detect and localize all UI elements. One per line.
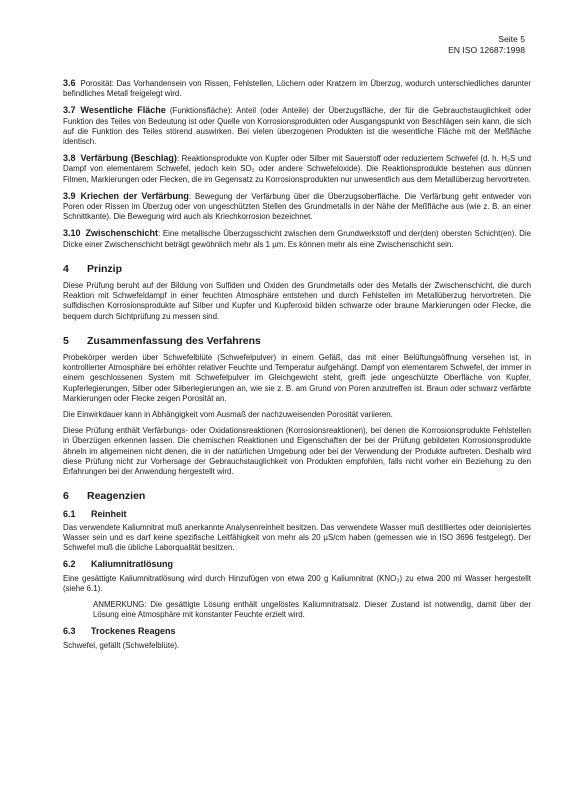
subsection-number: 6.1 — [63, 508, 76, 519]
definition-3-9 — [63, 191, 531, 223]
section-title: Reagenzien — [87, 490, 146, 503]
definition-text: : Reaktionsprodukte von Kupfer oder Silber mit Sauerstoff oder reduziertem Schwefel (d. h. H₂S und Dampf von elementarem Schwefel, jedoch kein SO₂ oder andere Schwefeloxide). Die Reaktionsprodukte bestehen aus dünnen Filmen, Markierungen oder Flecken, die im Gegensatz zu Korrosionsprodukten nur unwesentlich aus dem Metallüberzug hervortreten. — [63, 154, 531, 184]
clause-number: 3.10 — [63, 228, 81, 239]
subsection-6-3-text: Schwefel, gefällt (Schwefelblüte). — [63, 640, 180, 650]
section-5-paragraph-2: Die Einwirkdauer kann in Abhängigkeit vom Ausmaß der nachzuweisenden Porosität variieren. — [63, 410, 393, 420]
section-title: Zusammenfassung des Verfahrens — [87, 334, 261, 347]
section-number: 6 — [63, 490, 69, 503]
section-4-text: Diese Prüfung beruht auf der Bildung von Sulfiden und Oxiden des Grundmetalls oder des Metalls der Zwischenschicht, die durch Reaktion mit Schwefeldampf in einer feuchten Atmosphäre entstehen und durch Fehlstellen im Metallüberzug hervortreten. Die sulfidischen Korrosionsprodukte auf Silber und Kupfer und Kupferoxid bilden schwarze oder braune Markierungen oder Flecke, die bequem durch Sichtprüfung zu messen sind. — [63, 281, 531, 321]
section-5-paragraph-1: Probekörper werden über Schwefelblüte (Schwefelpulver) in einem Gefäß, das mit einer Belüftungsöffnung versehen ist, in kontrollierter Atmosphäre bei erhöhter relativer Feuchte und Temperatur aufgehängt. Dampf von elementarem Schwefel, der immer in einem geschlossenen System mit Schwefelpulver im Gleichgewicht steht, greift jede ungeschützte Oberfläche von Kupfer, Kupferlegierungen, Silber oder Silberlegierungen an, wie sie z. B. am Grund von Poren anzutreffen ist. Braun oder schwarz verfärbte Markierungen oder Flecke zeigen Porosität an. — [63, 353, 531, 403]
page-number: Seite 5 — [498, 34, 525, 44]
note: ANMERKUNG: Die gesättigte Lösung enthält ungelöstes Kaliumnitratsalz. Dieser Zustand ist notwendig, damit über der Lösung eine Atmosphäre mit konstanter Feuchte erzielt wird. — [93, 599, 531, 620]
section-heading-5 — [63, 336, 531, 346]
page-header — [448, 34, 525, 56]
section-5-paragraph-3: Diese Prüfung enthält Verfärbungs- oder Oxidationsreaktionen (Korrosionsreaktionen), bei denen die Korrosionsprodukte Fehlstellen in Überzügen erkennen lassen. Die chemischen Reaktionen und Eigenschaften der bei der Prüfung gebildeten Korrosionsprodukte ähneln im allgemeinen nicht denen, die in der natürlichen Umgebung oder bei der Verwendung der Produkte auftreten. Deshalb wird diese Prüfung nicht zur Vorhersage der Gebrauchstauglichkeit von Produkten empfohlen, falls nicht vorher ein Beziehung zu den Erfahrungen bei der Anwendung hergestellt wird. — [63, 426, 531, 477]
section-title: Prinzip — [87, 262, 123, 275]
clause-number: 3.6 — [63, 78, 76, 88]
subsection-title: Kaliumnitratlösung — [91, 559, 174, 570]
standard-number: EN ISO 12687:1998 — [448, 45, 525, 55]
subsection-title: Reinheit — [91, 508, 127, 519]
definition-3-10 — [63, 228, 531, 249]
section-number: 4 — [63, 262, 69, 275]
document-body — [63, 78, 531, 657]
defined-term: Verfärbung (Beschlag) — [80, 153, 177, 164]
subsection-6-2-text: Eine gesättigte Kaliumnitratlösung wird durch Hinzufügen von etwa 200 g Kaliumnitrat (KNO₃) zu etwa 200 ml Wasser hergestellt (siehe 6.1). — [63, 573, 531, 593]
subsection-heading-6-3 — [63, 626, 531, 636]
definition-3-7 — [63, 105, 531, 147]
definition-3-6 — [63, 78, 531, 99]
defined-term: Zwischenschicht — [85, 228, 159, 239]
definition-3-8 — [63, 153, 531, 185]
subsection-heading-6-1 — [63, 509, 531, 519]
subsection-title: Trockenes Reagens — [91, 626, 176, 637]
defined-term: Kriechen der Verfärbung — [80, 190, 189, 201]
definition-text: Porosität: Das Vorhandensein von Rissen, Fehlstellen, Löchern oder Kratzern im Überzug, wodurch unterschiedliches darunter befindliches Metall freigelegt wird. — [63, 79, 531, 99]
defined-term: Wesentliche Fläche — [80, 105, 166, 116]
subsection-6-1-text: Das verwendete Kaliumnitrat muß anerkannte Analysenreinheit besitzen. Das verwendete Wasser muß destilliertes oder deionisiertes Wasser sein und es darf keine spezifische Leitfähigkeit von mehr als 20 µS/cm haben (gemessen wie in ISO 3696 festgelegt). Der Schwefel muß die übliche Laborqualität besitzen. — [63, 522, 531, 553]
clause-number: 3.7 — [63, 105, 76, 116]
clause-number: 3.9 — [63, 190, 76, 201]
definition-text: : Eine metallische Überzugsschicht zwischen dem Grundwerkstoff und der(den) obersten Schicht(en). Die Dicke einer Zwischenschicht beträgt gewöhnlich mehr als 1 µm. Es können mehr als eine Zwischenschicht sein. — [63, 229, 531, 249]
clause-number: 3.8 — [63, 153, 76, 164]
subsection-heading-6-2 — [63, 559, 531, 569]
section-heading-6 — [63, 491, 531, 501]
subsection-number: 6.3 — [63, 626, 76, 637]
definition-text: (Funktionsfläche): Anteil (oder Anteile) der Überzugsfläche, der für die Gebrauchstauglichkeit oder Funktion des Teiles von Bedeutung ist oder Quelle von Korrosionsprodukten oder Ausgangspunkt von Beschlägen sein kann, die sich auf die Funktion des Teiles störend auswirken. Bei vielen überzogenen Produkten ist die wesentliche Fläche mit der Meßfläche identisch. — [63, 106, 531, 147]
subsection-number: 6.2 — [63, 559, 76, 570]
section-heading-4 — [63, 264, 531, 274]
definition-text: : Bewegung der Verfärbung über die Überzugsoberfläche. Die Verfärbung geht entweder von Poren oder Rissen im Überzug oder von ungeschützten Stellen des Grundmetalls in der Nähe der Meßfläche aus (wie z. B. an einer Schnittkante). Die Bewegung wird auch als Kriechkorrosion bezeichnet. — [63, 191, 531, 222]
section-number: 5 — [63, 334, 69, 347]
